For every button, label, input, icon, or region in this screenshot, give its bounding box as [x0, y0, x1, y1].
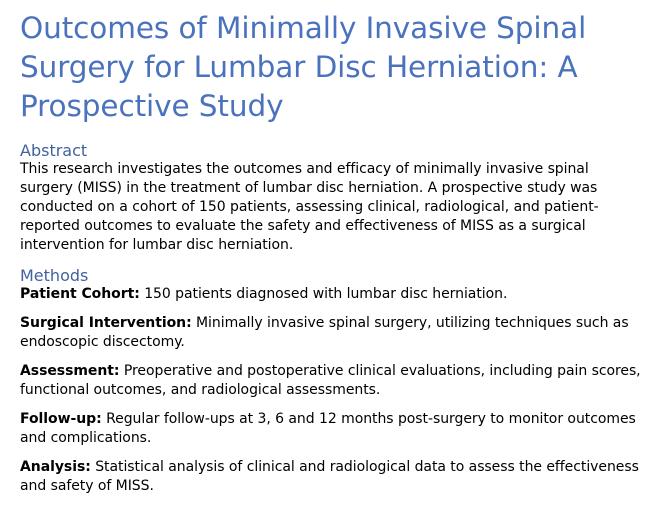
abstract-section	[20, 141, 643, 255]
abstract-text: This research investigates the outcomes and efficacy of minimally invasive spinal surgery (MISS) in the treatment of lumbar disc herniation. A prospective study was conducted on a cohort of 150 patients, assessing clinical, radiological, and patient-reported outcomes to evaluate the safety and effectiveness of MISS as a surgical intervention for lumbar disc herniation.	[20, 161, 599, 253]
method-text: Minimally invasive spinal surgery, utilizing techniques such as endoscopic discectomy.	[20, 315, 629, 350]
method-item-assessment	[20, 362, 643, 400]
methods-heading: Methods	[20, 266, 89, 285]
method-item-analysis	[20, 458, 643, 496]
methods-section	[20, 266, 643, 496]
method-item-patient-cohort	[20, 285, 643, 304]
method-text: Preoperative and postoperative clinical evaluations, including pain scores, functional outcomes, and radiological assessments.	[20, 363, 641, 398]
method-item-follow-up	[20, 410, 643, 448]
method-label: Follow-up:	[20, 411, 102, 427]
method-item-surgical-intervention	[20, 314, 643, 352]
paper-title: Outcomes of Minimally Invasive Spinal Surgery for Lumbar Disc Herniation: A Prospective Study	[20, 11, 587, 123]
method-label: Surgical Intervention:	[20, 315, 192, 331]
method-text: Statistical analysis of clinical and radiological data to assess the effectiveness and safety of MISS.	[20, 459, 639, 494]
method-text: Regular follow-ups at 3, 6 and 12 months post-surgery to monitor outcomes and complications.	[20, 411, 636, 446]
abstract-heading: Abstract	[20, 141, 88, 160]
method-label: Assessment:	[20, 363, 120, 379]
method-label: Analysis:	[20, 459, 91, 475]
method-text: 150 patients diagnosed with lumbar disc herniation.	[144, 286, 508, 302]
method-label: Patient Cohort:	[20, 286, 140, 302]
